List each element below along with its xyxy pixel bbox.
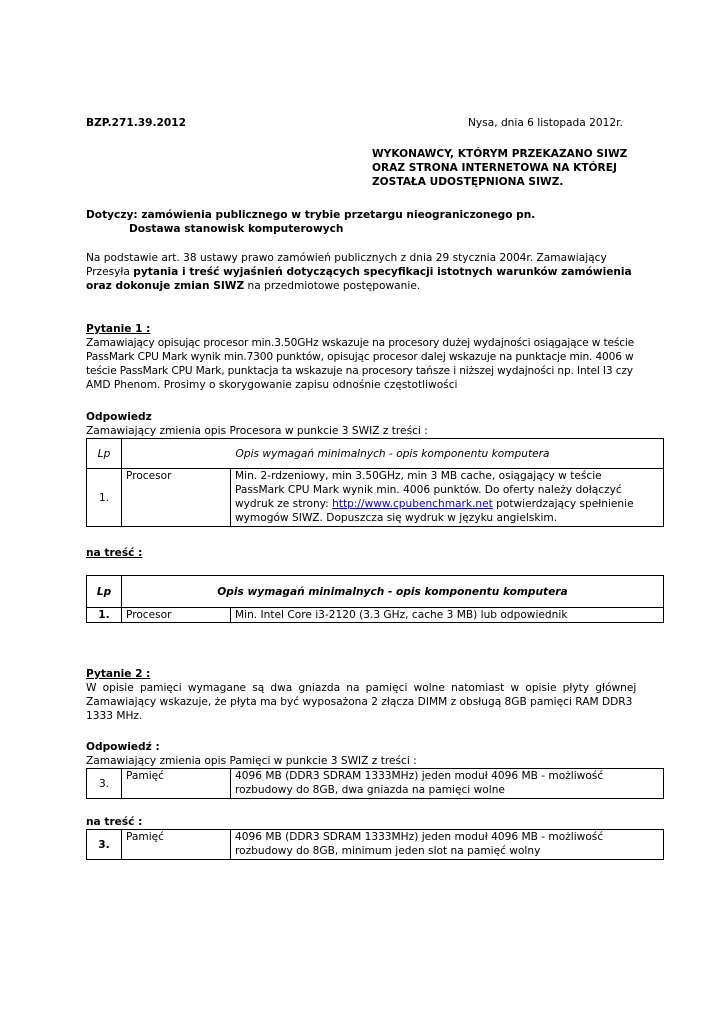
cpubenchmark-link[interactable]: http://www.cpubenchmark.net xyxy=(332,498,493,510)
row-lp: 3. xyxy=(87,769,122,799)
description-line: rozbudowy do 8GB, dwa gniazda na pamięci wolne xyxy=(235,784,505,796)
question-1-heading: Pytanie 1 : xyxy=(86,323,151,335)
subject-line: Dotyczy: zamówienia publicznego w trybie przetargu nieograniczonego pn. xyxy=(86,209,536,221)
na-tresc-label-2: na treść : xyxy=(86,816,143,828)
answer-2-intro: Zamawiający zmienia opis Pamięci w punkcie 3 SWIZ z treści : xyxy=(86,755,417,767)
place-and-date: Nysa, dnia 6 listopada 2012r. xyxy=(468,117,623,129)
row-description: Min. Intel Core i3-2120 (3.3 GHz, cache 3 MB) lub odpowiednik xyxy=(231,608,664,623)
memory-table-old xyxy=(86,768,664,799)
answer-1-intro: Zamawiający zmienia opis Procesora w punkcie 3 SWIZ z treści : xyxy=(86,425,428,437)
processor-table-old xyxy=(86,438,664,527)
na-tresc-label-1: na treść : xyxy=(86,547,143,559)
row-description xyxy=(231,469,664,527)
row-component-name: Procesor xyxy=(122,469,231,527)
description-line: 4096 MB (DDR3 SDRAM 1333MHz) jeden moduł 4096 MB - możliwość xyxy=(235,770,604,782)
column-header-lp: Lp xyxy=(87,439,122,469)
intro-line: Na podstawie art. 38 ustawy prawo zamówień publicznych z dnia 29 stycznia 2004r. Zamawiający xyxy=(86,252,607,264)
question-line: Zamawiający wskazuje, że płyta ma być wyposażona 2 złącza DIMM z obsługą 8GB pamięci RAM DDR3 xyxy=(86,696,633,708)
description-line: rozbudowy do 8GB, minimum jeden slot na pamięć wolny xyxy=(235,845,541,857)
row-component-name: Procesor xyxy=(122,608,231,623)
question-line: AMD Phenom. Prosimy o skorygowanie zapisu odnośnie częstotliwości xyxy=(86,379,458,391)
question-line: PassMark CPU Mark wynik min.7300 punktów, opisując procesor dalej wskazuje na punktacje min. 4006 w xyxy=(86,351,634,363)
column-header-description: Opis wymagań minimalnych - opis komponentu komputera xyxy=(122,439,664,469)
question-line: W opisie pamięci wymagane są dwa gniazda na pamięci wolne natomiast w opisie płyty głównej xyxy=(86,682,637,694)
question-1-text xyxy=(86,336,664,392)
row-component-name: Pamięć xyxy=(122,769,231,799)
description-line: wymogów SIWZ. Dopuszcza się wydruk w języku angielskim. xyxy=(235,512,558,524)
subject-title: Dostawa stanowisk komputerowych xyxy=(129,223,344,235)
row-lp: 1. xyxy=(87,469,122,527)
column-header-description: Opis wymagań minimalnych - opis komponentu komputera xyxy=(122,576,664,608)
addressee-line: ZOSTAŁA UDOSTĘPNIONA SIWZ. xyxy=(372,176,564,188)
row-lp: 3. xyxy=(87,830,122,860)
addressee-line: WYKONAWCY, KTÓRYM PRZEKAZANO SIWZ xyxy=(372,148,628,160)
memory-table-new xyxy=(86,829,664,860)
answer-2-heading: Odpowiedź : xyxy=(86,741,160,753)
column-header-lp: Lp xyxy=(87,576,122,608)
document-reference: BZP.271.39.2012 xyxy=(86,117,186,129)
row-description xyxy=(231,830,664,860)
intro-line: oraz dokonuje zmian SIWZ na przedmiotowe postępowanie. xyxy=(86,280,421,292)
question-2-text xyxy=(86,681,664,723)
row-component-name: Pamięć xyxy=(122,830,231,860)
addressee-line: ORAZ STRONA INTERNETOWA NA KTÓREJ xyxy=(372,162,617,174)
addressee-block xyxy=(372,147,672,189)
row-lp: 1. xyxy=(87,608,122,623)
description-line: wydruk ze strony: http://www.cpubenchmark.net potwierdzający spełnienie xyxy=(235,498,634,510)
description-line: Min. 2-rdzeniowy, min 3.50GHz, min 3 MB cache, osiągający w teście xyxy=(235,470,602,482)
row-description xyxy=(231,769,664,799)
answer-1-heading: Odpowiedz xyxy=(86,411,152,423)
question-2-heading: Pytanie 2 : xyxy=(86,668,151,680)
processor-table-new xyxy=(86,575,664,623)
description-line: 4096 MB (DDR3 SDRAM 1333MHz) jeden moduł 4096 MB - możliwość xyxy=(235,831,604,843)
question-line: Zamawiający opisując procesor min.3.50GHz wskazuje na procesory dużej wydajności osiągające w teście xyxy=(86,337,635,349)
intro-line: Przesyła pytania i treść wyjaśnień dotyczących specyfikacji istotnych warunków zamówienia xyxy=(86,266,632,278)
question-line: 1333 MHz. xyxy=(86,710,143,722)
description-line: PassMark CPU Mark wynik min. 4006 punktów. Do oferty należy dołączyć xyxy=(235,484,622,496)
intro-paragraph xyxy=(86,251,666,293)
question-line: teście PassMark CPU Mark, punktacja ta wskazuje na procesory tańsze i niższej wydajności np. Intel I3 czy xyxy=(86,365,633,377)
